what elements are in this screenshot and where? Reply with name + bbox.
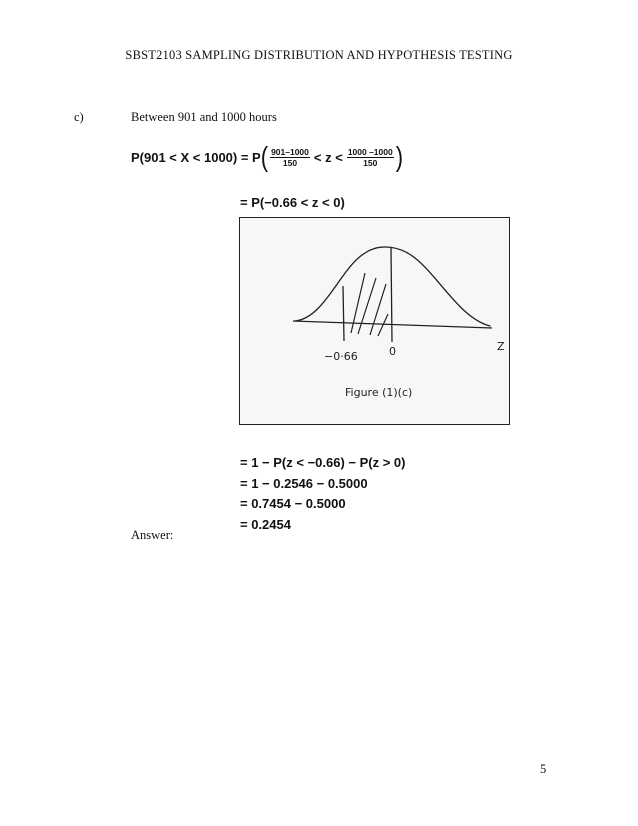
z-axis-label: Z: [497, 340, 505, 353]
z-axis: [293, 321, 492, 328]
solution-steps: [240, 455, 405, 537]
final-answer: = 0.2454: [240, 516, 291, 532]
part-title: Between 901 and 1000 hours: [131, 110, 277, 124]
bell-curve: [295, 247, 490, 326]
probability-equation: [131, 140, 404, 172]
left-tick-label: −0·66: [324, 350, 358, 363]
left-boundary-line: [343, 286, 344, 341]
zero-tick-label: 0: [389, 345, 396, 358]
equation-middle: < z <: [313, 149, 343, 165]
page-number: 5: [540, 762, 547, 776]
part-label: c): [74, 110, 84, 124]
mean-line: [391, 248, 392, 342]
solution-step: = 1 − P(z < −0.66) − P(z > 0): [240, 455, 406, 470]
solution-step: = 1 − 0.2546 − 0.5000: [240, 475, 368, 491]
open-paren: (: [260, 140, 269, 172]
hatch-line-4: [378, 314, 388, 336]
fraction-lower-denominator: 150: [282, 157, 298, 168]
fraction-upper-numerator: 1000 –1000: [347, 146, 393, 157]
solution-step: = 0.7454 − 0.5000: [240, 496, 346, 511]
normal-curve-sketch: [240, 218, 509, 424]
page-header: SBST2103 SAMPLING DISTRIBUTION AND HYPOTHESIS TESTING: [125, 48, 513, 62]
fraction-lower-numerator: 901–1000: [271, 146, 309, 157]
answer-label: Answer:: [131, 528, 174, 542]
close-paren: ): [395, 140, 404, 172]
figure-caption: Figure (1)(c): [345, 386, 413, 399]
fraction-lower: [270, 147, 310, 168]
normal-curve-figure: [239, 217, 510, 425]
equation-lhs: P(901 < X < 1000) = P: [131, 149, 261, 165]
z-probability-equation: = P(−0.66 < z < 0): [240, 195, 345, 210]
hatch-line-3: [370, 284, 386, 335]
fraction-upper-denominator: 150: [363, 157, 378, 168]
fraction-upper: [347, 147, 394, 168]
